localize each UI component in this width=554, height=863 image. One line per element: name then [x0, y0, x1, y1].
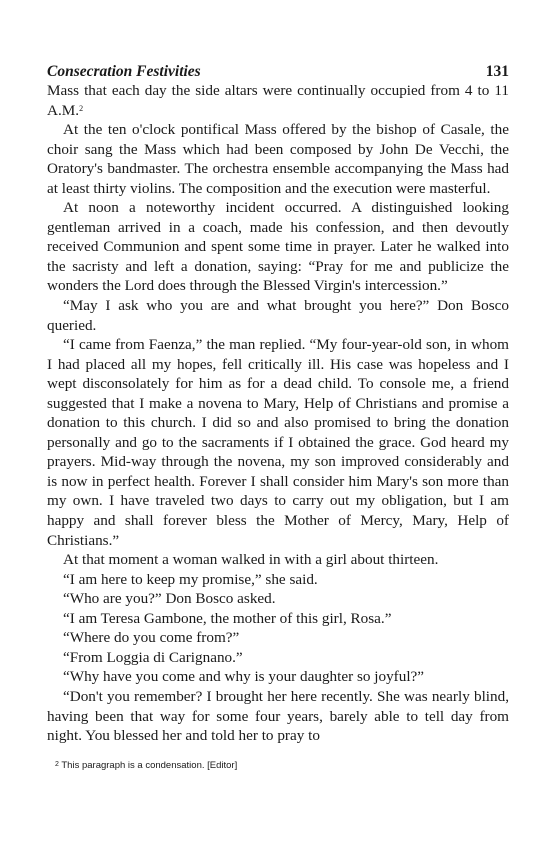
chapter-title: Consecration Festivities — [47, 63, 201, 80]
paragraph-text: Mass that each day the side altars were continually occupied from 4 to 11 A.M. — [47, 82, 509, 119]
footnote-marker: 2 — [55, 760, 59, 768]
page-number: 131 — [485, 63, 509, 80]
body-text — [47, 81, 509, 746]
paragraph — [47, 81, 509, 120]
paragraph: “Don't you remember? I brought her here recently. She was nearly blind, having been that way for some four years, barely able to tell day from night. You blessed her and told her to pray to — [47, 687, 509, 745]
book-page — [47, 62, 509, 772]
paragraph: “I am Teresa Gambone, the mother of this girl, Rosa.” — [63, 609, 392, 627]
paragraph: “I came from Faenza,” the man replied. “My four-year-old son, in whom I had placed all my hopes, fell critically ill. His case was hopeless and I wept disconsolately for him as for a dead child. To console me, a friend suggested that I make a novena to Mary, Help of Christians and promise a donation to this church. I did so and also promised to bring the donation personally and go to the sacraments if I obtained the grace. God heard my prayers. Mid-way through the novena, my son improved considerably and is now in perfect health. Forever I shall consider him Mary's son more than my own. I have traveled two days to carry out my obligation, but I am happy and shall forever bless the Mother of Mercy, Mary, Help of Christians.” — [47, 336, 509, 549]
running-head — [47, 62, 509, 81]
footnote-text: This paragraph is a condensation. [Editor] — [61, 759, 238, 771]
paragraph: “Why have you come and why is your daughter so joyful?” — [63, 668, 425, 686]
paragraph: At noon a noteworthy incident occurred. A distinguished looking gentleman arrived in a coach, made his confession, and then devoutly received Communion and spent some time in prayer. Later he walked into the sacristy and left a donation, saying: “Pray for me and publicize the wonders the Lord does through the Blessed Virgin's intercession.” — [47, 199, 509, 295]
paragraph: “Who are you?” Don Bosco asked. — [63, 590, 276, 608]
paragraph: “May I ask who you are and what brought you here?” Don Bosco queried. — [47, 297, 509, 334]
paragraph: At the ten o'clock pontifical Mass offered by the bishop of Casale, the choir sang the Mass which had been composed by John De Vecchi, the Oratory's bandmaster. The orchestra ensemble accompanying the Mass had at least thirty violins. The composition and the execution were masterful. — [47, 121, 509, 197]
paragraph: At that moment a woman walked in with a girl about thirteen. — [63, 551, 439, 569]
paragraph: “From Loggia di Carignano.” — [63, 648, 243, 666]
paragraph: “I am here to keep my promise,” she said. — [63, 570, 318, 588]
footnote-reference: 2 — [79, 103, 84, 113]
paragraph: “Where do you come from?” — [63, 629, 240, 647]
footnote — [47, 760, 509, 772]
